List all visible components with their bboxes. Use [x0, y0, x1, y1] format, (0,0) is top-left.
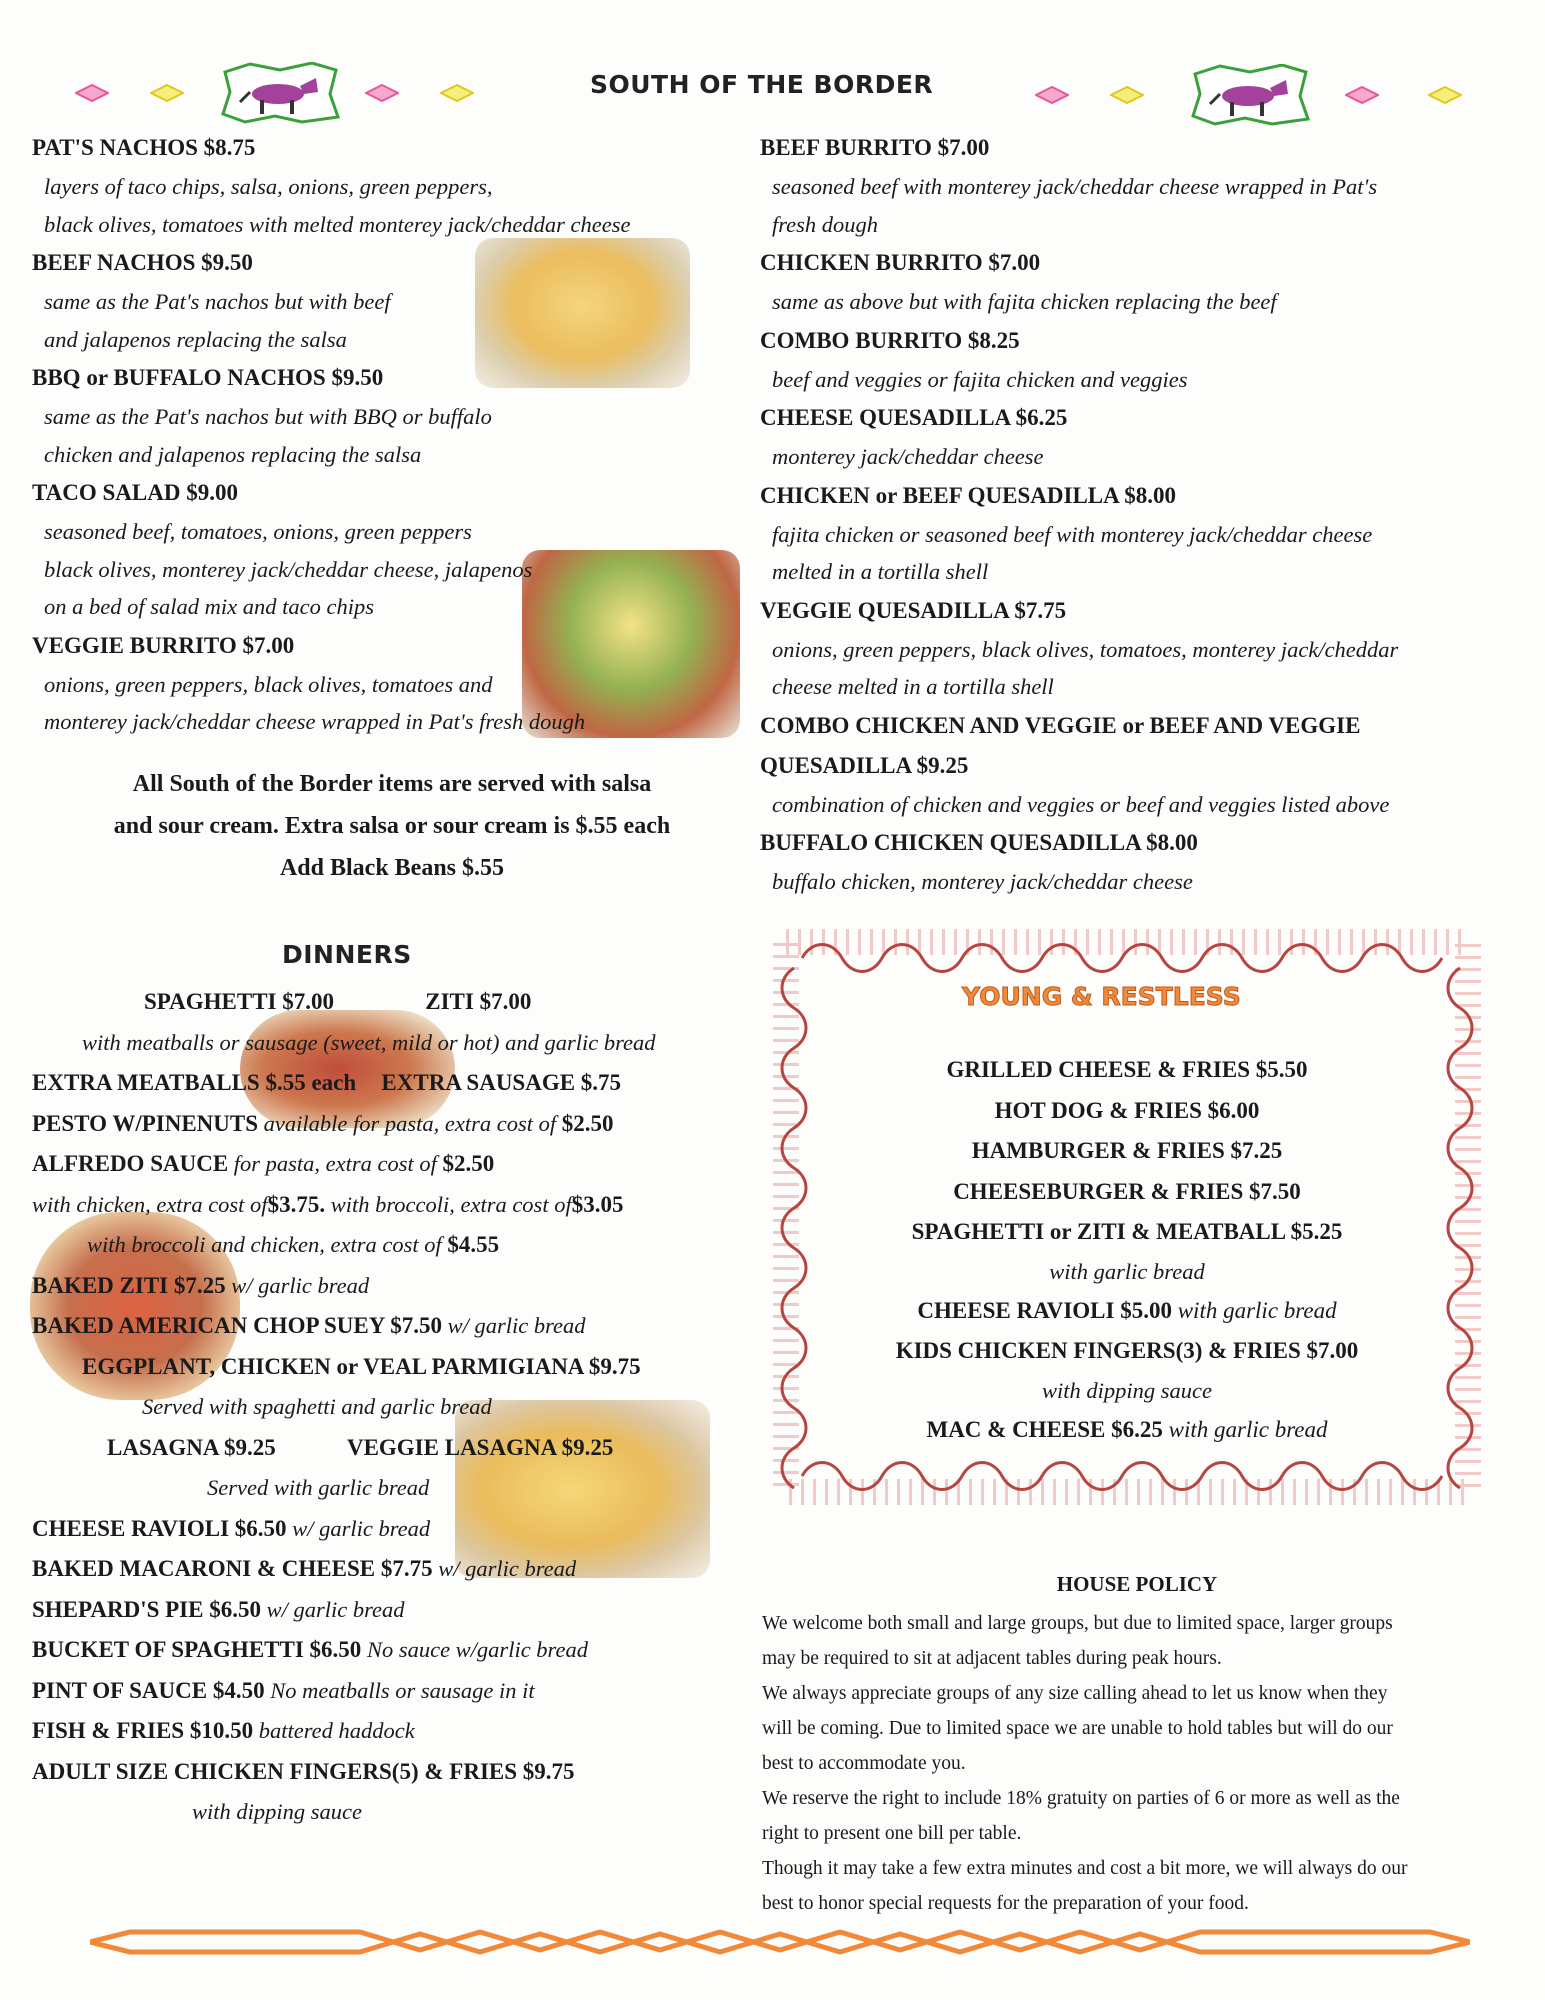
- item-desc: with garlic bread: [1168, 1416, 1328, 1442]
- dinner-alfredo: [32, 1144, 752, 1185]
- item-name: CHEESE QUESADILLA $6.25: [760, 405, 1068, 430]
- bottom-zigzag-border: [90, 1924, 1470, 1960]
- yellow-diamond-icon: [150, 84, 184, 102]
- item-desc: melted in a tortilla shell: [772, 559, 989, 584]
- policy-line: will be coming. Due to limited space we are unable to hold tables but will do our: [762, 1718, 1393, 1739]
- menu-item-cheese-quesadilla: [760, 398, 1520, 476]
- item-desc: beef and veggies or fajita chicken and veggies: [772, 366, 1188, 392]
- item-desc: with broccoli, extra cost of: [330, 1191, 572, 1217]
- item-name: MAC & CHEESE $6.25: [926, 1416, 1163, 1442]
- policy-line: We always appreciate groups of any size calling ahead to let us know when they: [762, 1683, 1388, 1704]
- dinner-lasagna: [32, 1428, 752, 1469]
- kids-spaghetti-desc: with garlic bread: [1049, 1258, 1205, 1284]
- menu-item-pats-nachos: [32, 128, 752, 243]
- menu-item-combo-burrito: [760, 321, 1520, 399]
- item-name: ZITI $7.00: [425, 989, 532, 1014]
- item-name: SHEPARD'S PIE $6.50: [32, 1596, 261, 1622]
- item-desc: buffalo chicken, monterey jack/cheddar cheese: [772, 869, 1193, 894]
- item-desc: with chicken, extra cost of: [32, 1191, 268, 1217]
- item-name: EXTRA MEATBALLS $.55 each: [32, 1070, 357, 1095]
- item-name: SPAGHETTI $7.00: [144, 989, 334, 1014]
- item-name: CHEESE RAVIOLI $5.00: [917, 1297, 1172, 1323]
- item-name: PESTO W/PINENUTS: [32, 1110, 259, 1136]
- item-desc: monterey jack/cheddar cheese wrapped in Pat's fresh dough: [44, 709, 586, 734]
- policy-line: right to present one bill per table.: [762, 1823, 1022, 1844]
- yellow-diamond-icon: [1110, 86, 1144, 104]
- item-name: TACO SALAD $9.00: [32, 480, 238, 505]
- dinner-parmigiana: [32, 1347, 752, 1388]
- item-name: BUCKET OF SPAGHETTI $6.50: [32, 1637, 362, 1662]
- menu-item-chicken-beef-quesadilla: [760, 476, 1520, 591]
- dinner-pint: [32, 1671, 752, 1712]
- item-name: COMBO CHICKEN AND VEGGIE or BEEF AND VEGGIE: [760, 712, 1361, 738]
- item-desc: with broccoli and chicken, extra cost of: [87, 1232, 442, 1257]
- note-line: and sour cream. Extra salsa or sour cream is $.55 each: [113, 813, 671, 839]
- item-desc: No meatballs or sausage in it: [270, 1677, 535, 1703]
- item-name: BAKED ZITI $7.25: [32, 1272, 226, 1298]
- dinners-title: DINNERS: [282, 940, 412, 969]
- item-name: CHICKEN BURRITO $7.00: [760, 250, 1041, 275]
- south-left-column: [32, 128, 752, 741]
- dinner-ravioli: [32, 1509, 752, 1550]
- item-desc: Served with garlic bread: [207, 1475, 430, 1500]
- pinata-donkey-icon: [1190, 64, 1310, 126]
- item-name: QUESADILLA $9.25: [760, 752, 969, 778]
- item-desc: fresh dough: [772, 211, 879, 237]
- policy-line: best to accommodate you.: [762, 1753, 966, 1774]
- item-desc: Served with spaghetti and garlic bread: [142, 1394, 492, 1419]
- south-right-column: [760, 128, 1520, 901]
- item-desc: same as the Pat's nachos but with BBQ or buffalo: [44, 404, 492, 429]
- menu-item-taco-salad: [32, 473, 752, 626]
- item-desc: combination of chicken and veggies or beef and veggies listed above: [772, 791, 1390, 817]
- item-desc: w/ garlic bread: [266, 1596, 405, 1622]
- item-name: PAT'S NACHOS $8.75: [32, 135, 256, 160]
- item-price: $2.50: [442, 1151, 495, 1176]
- menu-item-combo-quesadilla: [760, 706, 1520, 824]
- item-name: CHICKEN or BEEF QUESADILLA $8.00: [760, 482, 1176, 508]
- kids-mac-cheese: [800, 1410, 1454, 1451]
- item-price: $4.55: [447, 1232, 500, 1257]
- kids-hamburger: HAMBURGER & FRIES $7.25: [971, 1138, 1283, 1163]
- pink-diamond-icon: [75, 84, 109, 102]
- item-name: FISH & FRIES $10.50: [32, 1718, 254, 1743]
- item-name: COMBO BURRITO $8.25: [760, 327, 1020, 353]
- item-desc: No sauce w/garlic bread: [366, 1637, 588, 1662]
- item-name: PINT OF SAUCE $4.50: [32, 1677, 265, 1703]
- note-line: Add Black Beans $.55: [279, 855, 505, 881]
- item-desc: monterey jack/cheddar cheese: [772, 444, 1044, 469]
- item-desc: on a bed of salad mix and taco chips: [44, 594, 374, 619]
- dinner-parm-desc: [32, 1387, 752, 1428]
- dinners-section: [32, 982, 752, 1833]
- kids-grilled-cheese: GRILLED CHEESE & FRIES $5.50: [946, 1057, 1308, 1082]
- item-desc: w/ garlic bread: [447, 1313, 586, 1338]
- item-name: BEEF NACHOS $9.50: [32, 250, 253, 275]
- item-name: BBQ or BUFFALO NACHOS $9.50: [32, 365, 384, 390]
- dinner-fingers-desc: [32, 1792, 752, 1833]
- kids-fingers-desc: with dipping sauce: [1042, 1377, 1212, 1403]
- item-name: BEEF BURRITO $7.00: [760, 135, 990, 160]
- house-policy-title: HOUSE POLICY: [1056, 1572, 1218, 1596]
- item-name: BAKED AMERICAN CHOP SUEY $7.50: [32, 1313, 442, 1338]
- item-desc: w/ garlic bread: [438, 1556, 577, 1581]
- item-desc: fajita chicken or seasoned beef with monterey jack/cheddar cheese: [772, 521, 1373, 547]
- pinata-donkey-icon: [220, 62, 340, 124]
- item-desc: w/ garlic bread: [292, 1515, 431, 1541]
- item-name: VEGGIE QUESADILLA $7.75: [760, 597, 1067, 623]
- dinner-bucket: [32, 1630, 752, 1671]
- item-desc: layers of taco chips, salsa, onions, green peppers,: [44, 174, 493, 199]
- dinner-pesto: [32, 1104, 752, 1145]
- item-desc: available for pasta, extra cost of: [263, 1110, 557, 1136]
- dinner-meat-desc: [32, 1023, 752, 1064]
- item-name: ADULT SIZE CHICKEN FINGERS(5) & FRIES $9.75: [32, 1758, 575, 1784]
- pink-diamond-icon: [365, 84, 399, 102]
- item-desc: black olives, monterey jack/cheddar cheese, jalapenos: [44, 556, 533, 582]
- menu-item-chicken-burrito: [760, 243, 1520, 321]
- dinner-fingers: [32, 1752, 752, 1793]
- item-desc: with garlic bread: [1177, 1297, 1337, 1323]
- item-desc: black olives, tomatoes with melted monterey jack/cheddar cheese: [44, 211, 631, 237]
- policy-line: may be required to sit at adjacent tables during peak hours.: [762, 1648, 1222, 1669]
- item-desc: seasoned beef with monterey jack/cheddar cheese wrapped in Pat's: [772, 174, 1378, 199]
- kids-hot-dog: HOT DOG & FRIES $6.00: [994, 1097, 1260, 1123]
- dinner-lasagna-desc: [32, 1468, 752, 1509]
- item-price: $3.05: [571, 1191, 624, 1217]
- policy-line: Though it may take a few extra minutes and cost a bit more, we will always do our: [762, 1858, 1408, 1879]
- policy-line: We welcome both small and large groups, but due to limited space, larger groups: [762, 1613, 1393, 1634]
- item-desc: with meatballs or sausage (sweet, mild or hot) and garlic bread: [82, 1029, 656, 1055]
- menu-item-veggie-quesadilla: [760, 591, 1520, 706]
- dinner-spaghetti-ziti: [32, 982, 752, 1023]
- dinner-chop-suey: [32, 1306, 752, 1347]
- south-of-border-title: SOUTH OF THE BORDER: [590, 70, 934, 99]
- young-restless-section: [800, 1050, 1454, 1450]
- item-name: EXTRA SAUSAGE $.75: [381, 1070, 622, 1095]
- house-policy-text: [762, 1606, 1522, 1921]
- item-name: BUFFALO CHICKEN QUESADILLA $8.00: [760, 830, 1198, 855]
- item-name: CHEESE RAVIOLI $6.50: [32, 1515, 287, 1541]
- south-serving-note: [32, 763, 752, 889]
- item-desc: onions, green peppers, black olives, tomatoes, monterey jack/cheddar: [772, 636, 1399, 662]
- menu-item-buffalo-quesadilla: [760, 823, 1520, 901]
- yellow-diamond-icon: [1428, 86, 1462, 104]
- item-name: EGGPLANT, CHICKEN or VEAL PARMIGIANA $9.75: [82, 1353, 641, 1379]
- item-name: ALFREDO SAUCE: [32, 1151, 229, 1176]
- yellow-diamond-icon: [440, 84, 474, 102]
- kids-spaghetti: SPAGHETTI or ZITI & MEATBALL $5.25: [911, 1219, 1343, 1244]
- policy-line: best to honor special requests for the preparation of your food.: [762, 1893, 1249, 1914]
- item-price: $2.50: [561, 1110, 614, 1136]
- menu-item-beef-nachos: [32, 243, 752, 358]
- item-price: $3.75.: [267, 1191, 326, 1217]
- item-desc: and jalapenos replacing the salsa: [44, 326, 347, 352]
- menu-item-veggie-burrito: [32, 626, 752, 741]
- item-desc: chicken and jalapenos replacing the salsa: [44, 441, 422, 467]
- item-name: BAKED MACARONI & CHEESE $7.75: [32, 1556, 433, 1581]
- kids-ravioli: [800, 1291, 1454, 1332]
- menu-item-bbq-buffalo-nachos: [32, 358, 752, 473]
- dinner-alfredo-options: [32, 1185, 752, 1226]
- kids-cheeseburger: CHEESEBURGER & FRIES $7.50: [953, 1178, 1301, 1204]
- item-desc: onions, green peppers, black olives, tomatoes and: [44, 671, 493, 697]
- item-name: VEGGIE BURRITO $7.00: [32, 632, 295, 658]
- dinner-extras: [32, 1063, 752, 1104]
- item-desc: with dipping sauce: [192, 1799, 362, 1824]
- item-desc: w/ garlic bread: [231, 1272, 370, 1298]
- item-desc: cheese melted in a tortilla shell: [772, 674, 1054, 699]
- item-desc: same as above but with fajita chicken replacing the beef: [772, 289, 1277, 314]
- pink-diamond-icon: [1345, 86, 1379, 104]
- note-line: All South of the Border items are served with salsa: [132, 771, 652, 797]
- dinner-baked-ziti: [32, 1266, 752, 1307]
- item-desc: battered haddock: [258, 1718, 415, 1743]
- pink-diamond-icon: [1035, 86, 1069, 104]
- policy-line: We reserve the right to include 18% gratuity on parties of 6 or more as well as the: [762, 1788, 1400, 1809]
- item-desc: same as the Pat's nachos but with beef: [44, 289, 391, 314]
- item-name: LASAGNA $9.25: [107, 1434, 276, 1460]
- menu-item-beef-burrito: [760, 128, 1520, 243]
- item-desc: for pasta, extra cost of: [233, 1151, 437, 1176]
- dinner-alfredo-both: [32, 1225, 752, 1266]
- item-desc: seasoned beef, tomatoes, onions, green peppers: [44, 519, 472, 544]
- dinner-shepard: [32, 1590, 752, 1631]
- dinner-fish: [32, 1711, 752, 1752]
- item-name: VEGGIE LASAGNA $9.25: [346, 1434, 614, 1460]
- dinner-macaroni: [32, 1549, 752, 1590]
- young-restless-title: YOUNG & RESTLESS: [962, 982, 1241, 1011]
- kids-chicken-fingers: KIDS CHICKEN FINGERS(3) & FRIES $7.00: [895, 1338, 1359, 1363]
